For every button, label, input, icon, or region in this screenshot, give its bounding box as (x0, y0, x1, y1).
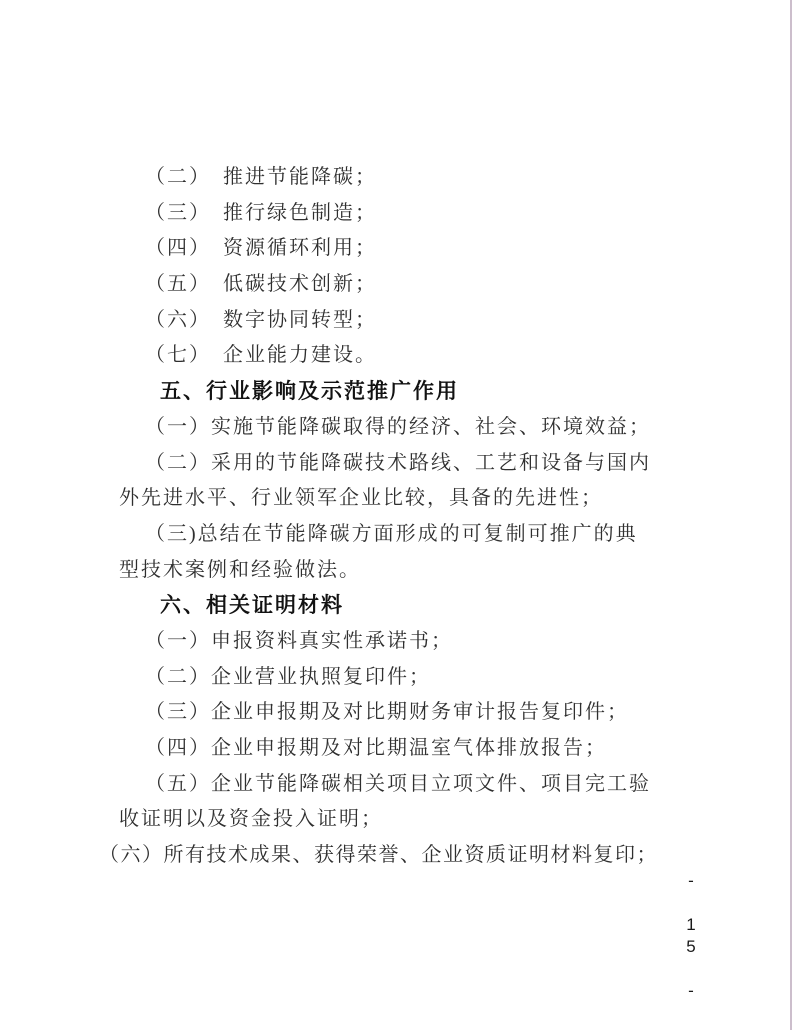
list-item: （一）申报资料真实性承诺书； (145, 629, 453, 652)
paragraph-line: 外先进水平、行业领军企业比较，具备的先进性； (119, 487, 603, 510)
paragraph-line: 收证明以及资金投入证明； (119, 808, 383, 831)
paragraph-line: （一）实施节能降碳取得的经济、社会、环境效益； (145, 415, 651, 438)
list-item: （四） 资源循环利用； (145, 237, 377, 260)
page-number-digit: 5 (686, 937, 696, 956)
list-item: （二） 推进节能降碳； (145, 166, 377, 188)
list-item: （二）企业营业执照复印件； (145, 665, 431, 688)
list-item: （七） 企业能力建设。 (145, 344, 377, 367)
paragraph-line: （二）采用的节能降碳技术路线、工艺和设备与国内 (145, 451, 651, 474)
page-number-digit: 1 (686, 915, 696, 934)
paragraph-line: （三)总结在节能降碳方面形成的可复制可推广的典 (145, 522, 638, 545)
page-number (678, 870, 704, 1002)
section-heading-5: 五、行业影响及示范推广作用 (160, 380, 459, 404)
page-right-border (790, 0, 792, 1030)
paragraph-line: （五）企业节能降碳相关项目立项文件、项目完工验 (145, 772, 651, 795)
list-item: （四）企业申报期及对比期温室气体排放报告； (145, 737, 607, 759)
page-number-dash: - (688, 871, 694, 890)
list-item: （六） 数字协同转型； (145, 308, 377, 331)
paragraph-line: 型技术案例和经验做法。 (119, 558, 361, 581)
list-item: （三） 推行绿色制造； (145, 201, 377, 224)
list-item: （五） 低碳技术创新； (145, 273, 377, 296)
paragraph-line: （六）所有技术成果、获得荣誉、企业资质证明材料复印； (99, 844, 658, 867)
list-item: （三）企业申报期及对比期财务审计报告复印件； (145, 701, 629, 724)
page-number-dash: - (688, 981, 694, 1000)
document-body (99, 160, 685, 874)
section-heading-6: 六、相关证明材料 (160, 594, 344, 618)
